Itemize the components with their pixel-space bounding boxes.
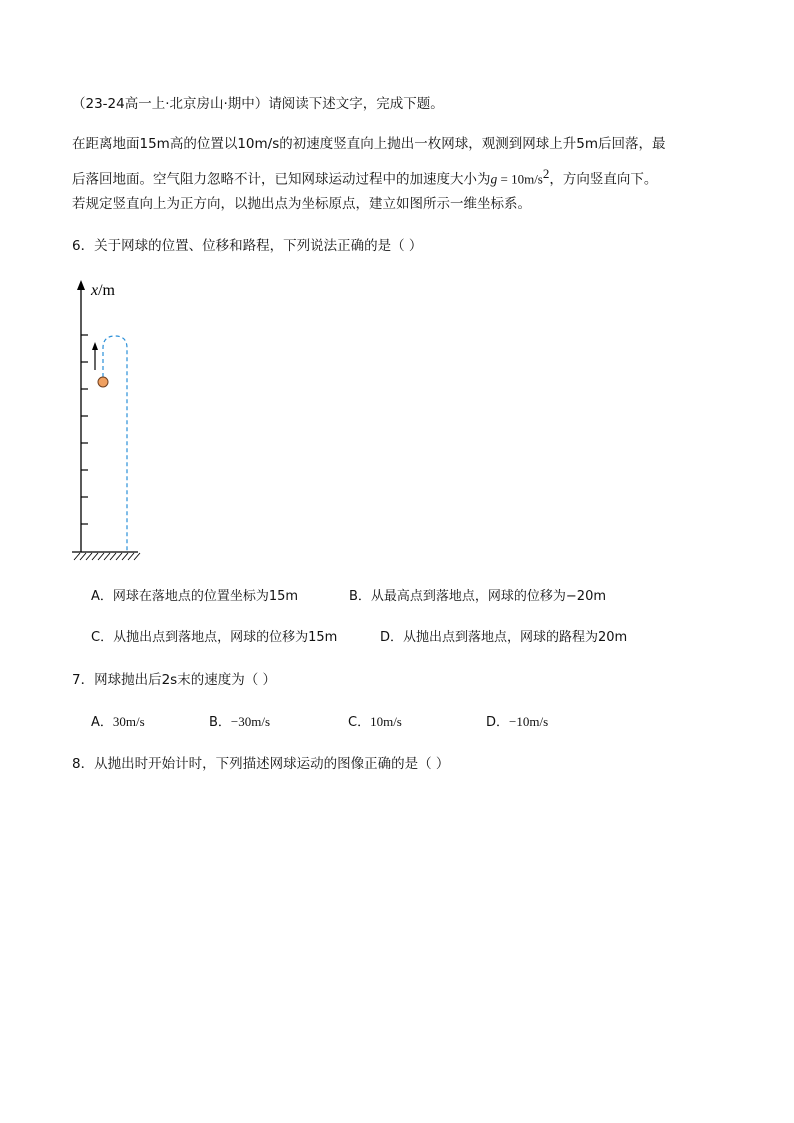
q7-option-c-label: C． [348,715,371,730]
coordinate-figure [62,276,152,571]
q7-option-d-value: −10m/s [509,714,549,729]
passage-line-3: 若规定竖直向上为正方向，以抛出点为坐标原点，建立如图所示一维坐标系。 [72,196,531,212]
tennis-ball-icon [98,377,108,387]
source-tag: （23-24高一上·北京房山·期中） [72,96,269,112]
question-7-stem: 7．网球抛出后2s末的速度为（ ） [72,672,277,688]
q7-option-c[interactable] [348,712,402,733]
instruction-text: 请阅读下述文字，完成下题。 [268,96,444,112]
question-8-stem: 8．从抛出时开始计时，下列描述网球运动的图像正确的是（ ） [72,756,450,772]
ground-hatch [74,553,140,560]
header-line [72,94,444,114]
q7-option-c-value: 10m/s [370,714,402,729]
ball-trajectory [103,336,127,551]
x-axis-label [90,282,116,299]
q7-option-a-label: A． [91,715,113,730]
q7-option-b-value: −30m/s [230,714,271,729]
q6-option-c[interactable]: C．从抛出点到落地点，网球的位移为15m [91,630,338,645]
q7-option-d-label: D． [486,715,510,730]
q7-option-b-label: B． [209,715,231,730]
axis-ticks [81,335,88,524]
passage-line-2-text: 后落回地面。空气阻力忽略不计，已知网球运动过程中的加速度大小为 [72,171,491,188]
accel-symbol: g [490,171,498,187]
q7-option-d[interactable] [486,712,548,733]
q6-option-a[interactable]: A．网球在落地点的位置坐标为15m [91,589,299,604]
velocity-arrowhead-icon [92,342,98,350]
question-6-stem: 6．关于网球的位置、位移和路程，下列说法正确的是（ ） [72,238,423,254]
q6-option-d[interactable]: D．从抛出点到落地点，网球的路程为20m [380,630,628,645]
accel-exponent: 2 [542,166,550,181]
passage-line-1: 在距离地面15m高的位置以10m/s的初速度竖直向上抛出一枚网球，观测到网球上升5m后回落，最 [72,136,666,152]
q7-option-a-value: 30m/s [112,714,145,729]
passage-line-2-suffix: ，方向竖直向下。 [549,171,658,188]
x-axis-arrowhead [77,280,85,290]
passage-line-2 [72,164,657,190]
q7-option-a[interactable] [91,712,145,733]
q6-option-b[interactable]: B．从最高点到落地点，网球的位移为−20m [349,589,607,604]
q7-option-b[interactable] [209,712,270,733]
x-axis-unit: /m [98,282,115,299]
accel-value: = 10m/s [497,171,543,187]
x-axis-var: x [91,282,99,299]
